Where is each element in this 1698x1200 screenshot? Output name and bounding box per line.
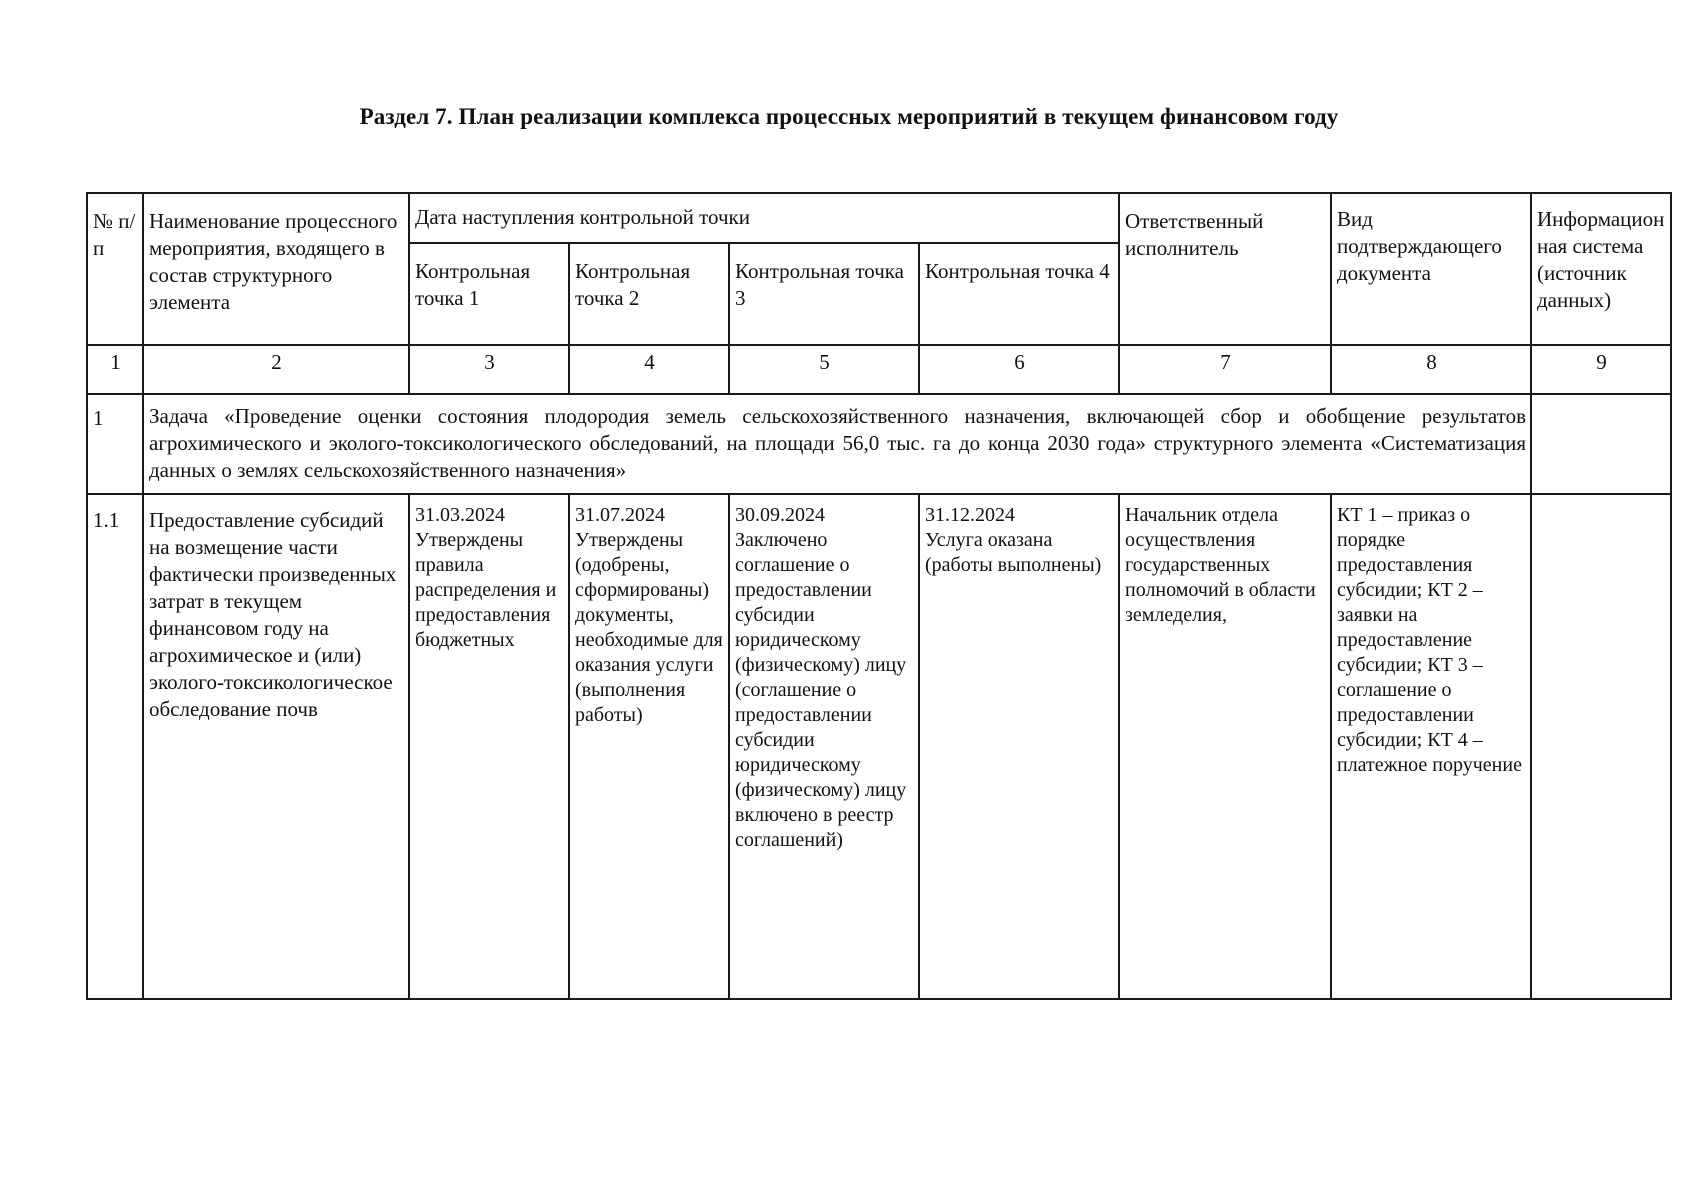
kt1-cell bbox=[409, 494, 569, 999]
column-number: 9 bbox=[1531, 345, 1671, 394]
header-kt1: Контрольная точка 1 bbox=[409, 243, 569, 345]
column-number: 4 bbox=[569, 345, 729, 394]
kt4-cell bbox=[919, 494, 1119, 999]
kt4-text: Услуга оказана (работы выполнены) bbox=[925, 529, 1102, 576]
column-number: 8 bbox=[1331, 345, 1531, 394]
column-number: 3 bbox=[409, 345, 569, 394]
document-cell: КТ 1 – приказ о порядке предоставления субсидии; КТ 2 – заявки на предоставление субсидии; КТ 3 – соглашение о предоставлении субсидии; КТ 4 – платежное поручение bbox=[1331, 494, 1531, 999]
plan-table bbox=[86, 192, 1672, 1000]
column-number: 7 bbox=[1119, 345, 1331, 394]
header-kt4: Контрольная точка 4 bbox=[919, 243, 1119, 345]
header-document: Вид подтверждающего документа bbox=[1331, 193, 1531, 345]
kt1-date: 31.03.2024 bbox=[415, 504, 505, 526]
column-number-row bbox=[87, 345, 1671, 394]
header-executor: Ответственный исполнитель bbox=[1119, 193, 1331, 345]
kt3-text: Заключено соглашение о предоставлении субсидии юридическому (физическому) лицу (соглашение о предоставлении субсидии юридическому (физическому) лицу включено в реестр соглашений) bbox=[735, 529, 907, 851]
header-checkpoint-group: Дата наступления контрольной точки bbox=[409, 193, 1119, 243]
kt3-cell bbox=[729, 494, 919, 999]
kt2-cell bbox=[569, 494, 729, 999]
header-name: Наименование процессного мероприятия, входящего в состав структурного элемента bbox=[143, 193, 409, 345]
column-number: 6 bbox=[919, 345, 1119, 394]
task-number: 1 bbox=[87, 394, 143, 494]
page-title: Раздел 7. План реализации комплекса процессных мероприятий в текущем финансовом году bbox=[359, 104, 1339, 129]
executor-cell: Начальник отдела осуществления государственных полномочий в области земледелия, bbox=[1119, 494, 1331, 999]
header-kt2: Контрольная точка 2 bbox=[569, 243, 729, 345]
measure-name: Предоставление субсидий на возмещение части фактически произведенных затрат в текущем финансовом году на агрохимическое и (или) эколого-токсикологическое обследование почв bbox=[143, 494, 409, 999]
header-row-1 bbox=[87, 193, 1671, 243]
kt4-date: 31.12.2024 bbox=[925, 504, 1015, 526]
task-info-cell bbox=[1531, 394, 1671, 494]
header-info-system: Информационная система (источник данных) bbox=[1531, 193, 1671, 345]
column-number: 5 bbox=[729, 345, 919, 394]
kt3-date: 30.09.2024 bbox=[735, 504, 825, 526]
measure-number: 1.1 bbox=[87, 494, 143, 999]
task-row bbox=[87, 394, 1671, 494]
task-description: Задача «Проведение оценки состояния плодородия земель сельскохозяйственного назначения, включающей сбор и обобщение результатов агрохимического и эколого-токсикологического обследований, на площади 56,0 тыс. га до конца 2030 года» структурного элемента «Систематизация данных о землях сельскохозяйственного назначения» bbox=[143, 394, 1531, 494]
header-kt3: Контрольная точка 3 bbox=[729, 243, 919, 345]
kt2-date: 31.07.2024 bbox=[575, 504, 665, 526]
measure-row bbox=[87, 494, 1671, 999]
kt2-text: Утверждены (одобрены, сформированы) документы, необходимые для оказания услуги (выполнения работы) bbox=[575, 529, 723, 726]
info-system-cell bbox=[1531, 494, 1671, 999]
column-number: 1 bbox=[87, 345, 143, 394]
header-num: № п/п bbox=[87, 193, 143, 345]
column-number: 2 bbox=[143, 345, 409, 394]
kt1-text: Утверждены правила распределения и предоставления бюджетных bbox=[415, 529, 557, 651]
